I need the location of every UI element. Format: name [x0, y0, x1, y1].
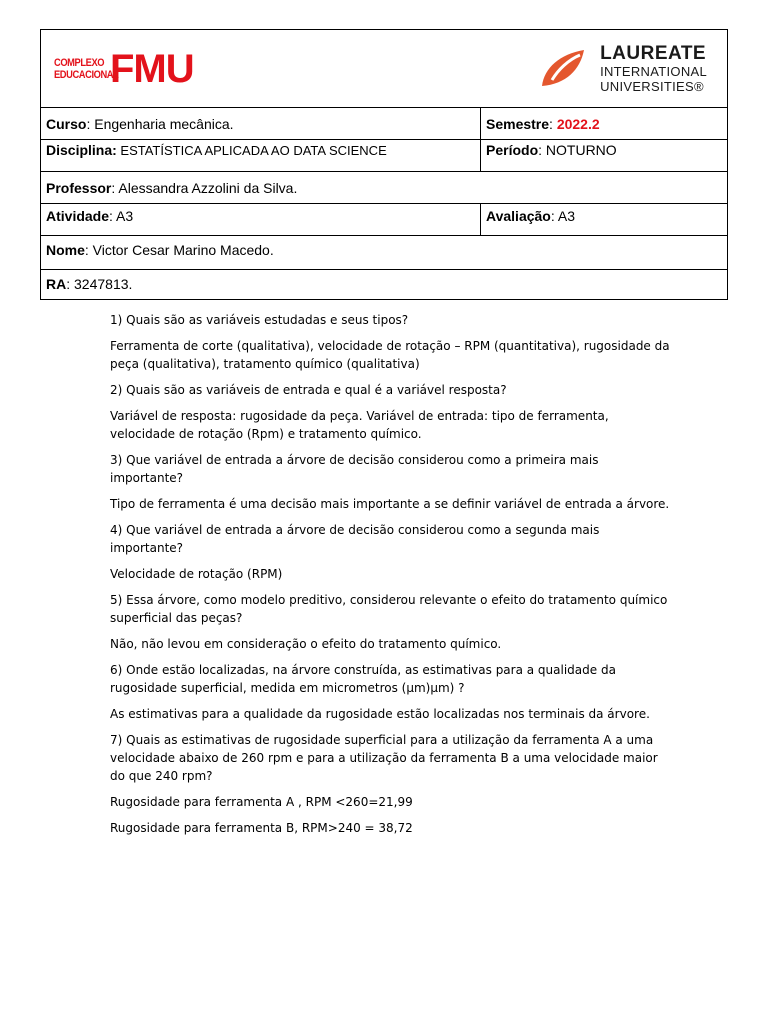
- answer-7b: Rugosidade para ferramenta B, RPM>240 = 38,72: [110, 821, 413, 835]
- logo-cell: [41, 30, 728, 108]
- answer-2: Variável de resposta: rugosidade da peça. Variável de entrada: tipo de ferramenta, velocidade de rotação (Rpm) e tratamento químico.: [110, 409, 609, 441]
- periodo-cell: [481, 140, 728, 172]
- header-table: [40, 29, 728, 300]
- semestre-label: Semestre: [486, 116, 550, 132]
- atividade-cell: [41, 204, 481, 236]
- question-1: 1) Quais são as variáveis estudadas e seus tipos?: [110, 313, 409, 327]
- question-5: 5) Essa árvore, como modelo preditivo, considerou relevante o efeito do tratamento químico superficial das peças?: [110, 593, 668, 625]
- periodo-value: : NOTURNO: [538, 142, 617, 158]
- laureate-sub2: UNIVERSITIES®: [600, 78, 704, 94]
- curso-cell: [41, 108, 481, 140]
- semestre-cell: [481, 108, 728, 140]
- answer-6: As estimativas para a qualidade da rugosidade estão localizadas nos terminais da árvore.: [110, 707, 650, 721]
- questions-answers: [110, 311, 670, 845]
- disciplina-cell: [41, 140, 481, 172]
- atividade-value: : A3: [109, 208, 134, 224]
- ra-cell: [41, 270, 728, 300]
- question-3: 3) Que variável de entrada a árvore de decisão considerou como a primeira mais importante?: [110, 453, 599, 485]
- atividade-label: Atividade: [46, 208, 110, 224]
- ra-value: : 3247813.: [66, 276, 133, 292]
- curso-label: Curso: [46, 116, 87, 132]
- answer-5: Não, não levou em consideração o efeito do tratamento químico.: [110, 637, 502, 651]
- ra-label: RA: [46, 276, 67, 292]
- answer-1: Ferramenta de corte (qualitativa), velocidade de rotação – RPM (quantitativa), rugosidade da peça (qualitativa), tratamento químico (qualitativa): [110, 339, 670, 371]
- answer-7a: Rugosidade para ferramenta A , RPM <260=21,99: [110, 795, 413, 809]
- semestre-sep: :: [549, 116, 557, 132]
- fmu-logo-subtitle: COMPLEXO EDUCACIONAL: [54, 56, 119, 81]
- nome-cell: [41, 236, 728, 270]
- disciplina-label: Disciplina:: [46, 142, 117, 158]
- question-2: 2) Quais são as variáveis de entrada e qual é a variável resposta?: [110, 383, 507, 397]
- laureate-sub1: INTERNATIONAL: [600, 63, 708, 79]
- nome-label: Nome: [46, 242, 85, 258]
- professor-value: : Alessandra Azzolini da Silva.: [111, 180, 298, 196]
- laureate-logo: [538, 30, 707, 107]
- answer-4: Velocidade de rotação (RPM): [110, 567, 283, 581]
- professor-cell: [41, 172, 728, 204]
- disciplina-value: ESTATÍSTICA APLICADA AO DATA SCIENCE: [116, 143, 387, 158]
- avaliacao-cell: [481, 204, 728, 236]
- laureate-name: LAUREATE: [600, 42, 707, 64]
- nome-value: : Victor Cesar Marino Macedo.: [84, 242, 274, 258]
- question-4: 4) Que variável de entrada a árvore de decisão considerou como a segunda mais importante?: [110, 523, 600, 555]
- professor-label: Professor: [46, 180, 112, 196]
- curso-value: : Engenharia mecânica.: [86, 116, 234, 132]
- answer-3: Tipo de ferramenta é uma decisão mais importante a se definir variável de entrada a árvore.: [110, 497, 670, 511]
- avaliacao-label: Avaliação: [486, 208, 551, 224]
- question-6: 6) Onde estão localizadas, na árvore construída, as estimativas para a qualidade da rugosidade superficial, medida em micrometros (µm)µm) ?: [110, 663, 616, 695]
- avaliacao-value: : A3: [550, 208, 575, 224]
- laureate-leaf-icon: [538, 46, 588, 92]
- periodo-label: Período: [486, 142, 539, 158]
- semestre-value: 2022.2: [556, 116, 600, 132]
- fmu-logo-text: FMU: [110, 46, 194, 91]
- question-7: 7) Quais as estimativas de rugosidade superficial para a utilização da ferramenta A a uma velocidade abaixo de 260 rpm e para a utilização da ferramenta B a uma velocidade maior do que 240 rpm?: [110, 733, 658, 783]
